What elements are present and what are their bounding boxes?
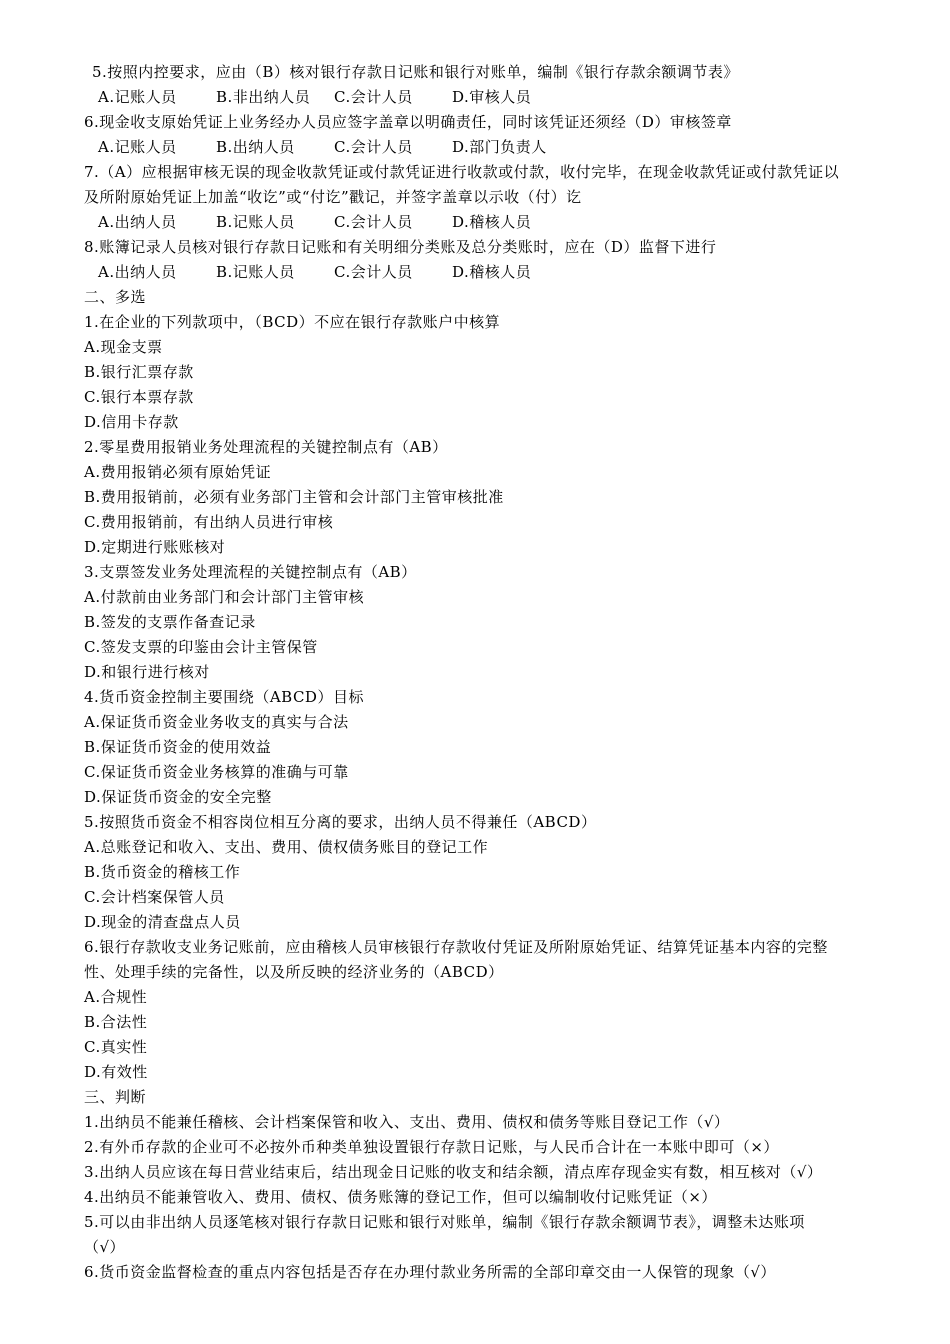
option: A.付款前由业务部门和会计部门主管审核 xyxy=(84,588,365,606)
question-text: 7.（A）应根据审核无误的现金收款凭证或付款凭证进行收款或付款，收付完毕，在现金收款凭证或付款凭证以 xyxy=(84,163,840,181)
option: C.会计人员 xyxy=(334,263,413,281)
judge-item-continuation: （√） xyxy=(84,1238,126,1256)
option: A.记账人员 xyxy=(98,138,177,156)
judge-item: 6.货币资金监督检查的重点内容包括是否存在办理付款业务所需的全部印章交由一人保管的现象（√） xyxy=(84,1263,776,1281)
options-row xyxy=(98,135,918,160)
question-text: 1.在企业的下列款项中，（BCD）不应在银行存款账户中核算 xyxy=(84,313,501,331)
option: B.货币资金的稽核工作 xyxy=(84,863,241,881)
option: B.非出纳人员 xyxy=(216,88,311,106)
option: B.记账人员 xyxy=(216,263,295,281)
option: A.合规性 xyxy=(84,988,148,1006)
section-heading: 二、多选 xyxy=(84,288,147,306)
option: B.签发的支票作备查记录 xyxy=(84,613,256,631)
option: D.和银行进行核对 xyxy=(84,663,210,681)
option: A.保证货币资金业务收支的真实与合法 xyxy=(84,713,349,731)
option: C.保证货币资金业务核算的准确与可靠 xyxy=(84,763,349,781)
question-text: 8.账簿记录人员核对银行存款日记账和有关明细分类账及总分类账时，应在（D）监督下进行 xyxy=(84,238,717,256)
options-row xyxy=(98,260,918,285)
option: C.会计人员 xyxy=(334,138,413,156)
option: D.部门负责人 xyxy=(452,138,547,156)
option: D.现金的清查盘点人员 xyxy=(84,913,241,931)
judge-item: 4.出纳员不能兼管收入、费用、债权、债务账簿的登记工作，但可以编制收付记账凭证（×） xyxy=(84,1188,717,1206)
question-text: 及所附原始凭证上加盖“收讫”或“付讫”戳记，并签字盖章以示收（付）讫 xyxy=(84,188,582,206)
option: B.费用报销前，必须有业务部门主管和会计部门主管审核批准 xyxy=(84,488,504,506)
question-text: 5.按照货币资金不相容岗位相互分离的要求，出纳人员不得兼任（ABCD） xyxy=(84,813,597,831)
option: A.记账人员 xyxy=(98,88,177,106)
option: D.有效性 xyxy=(84,1063,148,1081)
option: A.现金支票 xyxy=(84,338,163,356)
option: D.稽核人员 xyxy=(452,263,532,281)
option: C.真实性 xyxy=(84,1038,148,1056)
question-text: 6.现金收支原始凭证上业务经办人员应签字盖章以明确责任，同时该凭证还须经（D）审核签章 xyxy=(84,113,732,131)
option: D.审核人员 xyxy=(452,88,532,106)
option: C.银行本票存款 xyxy=(84,388,194,406)
option: A.出纳人员 xyxy=(98,213,177,231)
options-row xyxy=(98,210,918,235)
option: B.记账人员 xyxy=(216,213,295,231)
judge-item: 3.出纳人员应该在每日营业结束后，结出现金日记账的收支和结余额，清点库存现金实有数，相互核对（√） xyxy=(84,1163,823,1181)
option: A.总账登记和收入、支出、费用、债权债务账目的登记工作 xyxy=(84,838,489,856)
question-text: 2.零星费用报销业务处理流程的关键控制点有（AB） xyxy=(84,438,448,456)
question-text: 5.按照内控要求，应由（B）核对银行存款日记账和银行对账单，编制《银行存款余额调节表》 xyxy=(92,63,739,81)
option: B.银行汇票存款 xyxy=(84,363,194,381)
option: D.稽核人员 xyxy=(452,213,532,231)
option: A.费用报销必须有原始凭证 xyxy=(84,463,272,481)
option: B.出纳人员 xyxy=(216,138,295,156)
option: A.出纳人员 xyxy=(98,263,177,281)
option: C.会计人员 xyxy=(334,213,413,231)
question-text: 性、处理手续的完备性，以及所反映的经济业务的（ABCD） xyxy=(84,963,504,981)
option: D.信用卡存款 xyxy=(84,413,179,431)
option: B.保证货币资金的使用效益 xyxy=(84,738,272,756)
judge-item: 5.可以由非出纳人员逐笔核对银行存款日记账和银行对账单，编制《银行存款余额调节表》，调整未达账项 xyxy=(84,1213,805,1231)
question-text: 3.支票签发业务处理流程的关键控制点有（AB） xyxy=(84,563,417,581)
judge-item: 1.出纳员不能兼任稽核、会计档案保管和收入、支出、费用、债权和债务等账目登记工作（√） xyxy=(84,1113,730,1131)
judge-item: 2.有外币存款的企业可不必按外币种类单独设置银行存款日记账，与人民币合计在一本账中即可（×） xyxy=(84,1138,779,1156)
question-text: 6.银行存款收支业务记账前，应由稽核人员审核银行存款收付凭证及所附原始凭证、结算凭证基本内容的完整 xyxy=(84,938,828,956)
section-heading: 三、判断 xyxy=(84,1088,147,1106)
option: D.保证货币资金的安全完整 xyxy=(84,788,272,806)
option: C.费用报销前，有出纳人员进行审核 xyxy=(84,513,334,531)
option: C.签发支票的印鉴由会计主管保管 xyxy=(84,638,318,656)
option: B.合法性 xyxy=(84,1013,148,1031)
option: D.定期进行账账核对 xyxy=(84,538,226,556)
option: C.会计人员 xyxy=(334,88,413,106)
question-text: 4.货币资金控制主要围绕（ABCD）目标 xyxy=(84,688,364,706)
options-row xyxy=(98,85,918,110)
option: C.会计档案保管人员 xyxy=(84,888,225,906)
